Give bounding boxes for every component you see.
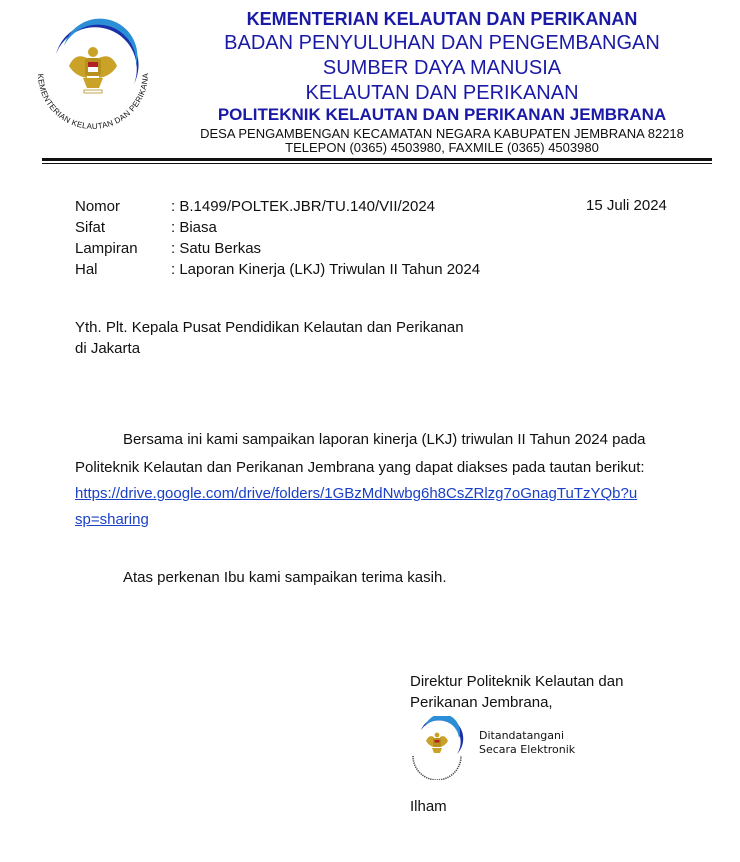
recipient-line2: di Jakarta [75,340,141,357]
letterhead-ministry: KEMENTERIAN KELAUTAN DAN PERIKANAN [246,9,638,29]
letterhead-agency-line3: KELAUTAN DAN PERIKANAN [305,82,579,104]
body-paragraph-line1: Bersama ini kami sampaikan laporan kinerja (LKJ) triwulan II Tahun 2024 pada [123,431,646,448]
letterhead-agency-line2: SUMBER DAYA MANUSIA [322,57,562,79]
letterhead-phone: TELEPON (0365) 4503980, FAXMILE (0365) 4503980 [285,140,599,155]
hal-label: Hal [75,261,98,278]
closing-sentence: Atas perkenan Ibu kami sampaikan terima kasih. [123,569,447,586]
hal-value: : Laporan Kinerja (LKJ) Triwulan II Tahun 2024 [171,261,481,278]
letter-date: 15 Juli 2024 [586,197,667,214]
lampiran-value: : Satu Berkas [171,240,262,257]
esign-label-line1: Ditandatangani [479,729,565,742]
letterhead-rule-thick [42,158,712,161]
letterhead-institution: POLITEKNIK KELAUTAN DAN PERIKANAN JEMBRANA [217,105,667,124]
esign-label-line2: Secara Elektronik [479,743,576,756]
sifat-label: Sifat [75,219,106,236]
body-paragraph-line2: Politeknik Kelautan dan Perikanan Jembrana yang dapat diakses pada tautan berikut: [75,459,645,476]
ministry-seal-icon [405,716,469,780]
signatory-name: Ilham [410,798,447,815]
signatory-title-line2: Perikanan Jembrana, [410,694,553,711]
svg-text:KEMENTERIAN KELAUTAN DAN PERIK: KEMENTERIAN KELAUTAN DAN PERIKANA [35,72,151,132]
sifat-value: : Biasa [171,219,217,236]
electronic-seal [405,716,469,780]
drive-link-line1[interactable]: https://drive.google.com/drive/folders/1GBzMdNwbg6h8CsZRlzg7oGnagTuTzYQb?u [75,485,638,502]
letterhead-agency-line1: BADAN PENYULUHAN DAN PENGEMBANGAN [224,32,660,54]
signatory-title-line1: Direktur Politeknik Kelautan dan [410,673,624,690]
nomor-value: : B.1499/POLTEK.JBR/TU.140/VII/2024 [171,198,436,215]
garuda-emblem-icon [16,14,166,144]
nomor-label: Nomor [75,198,121,215]
letterhead-address: DESA PENGAMBENGAN KECAMATAN NEGARA KABUPATEN JEMBRANA 82218 [200,126,684,141]
drive-link-line2[interactable]: sp=sharing [75,511,149,528]
ministry-logo [16,14,166,144]
recipient-line1: Yth. Plt. Kepala Pusat Pendidikan Kelautan dan Perikanan [75,319,464,336]
lampiran-label: Lampiran [75,240,138,257]
letterhead-rule-thin [42,163,712,164]
